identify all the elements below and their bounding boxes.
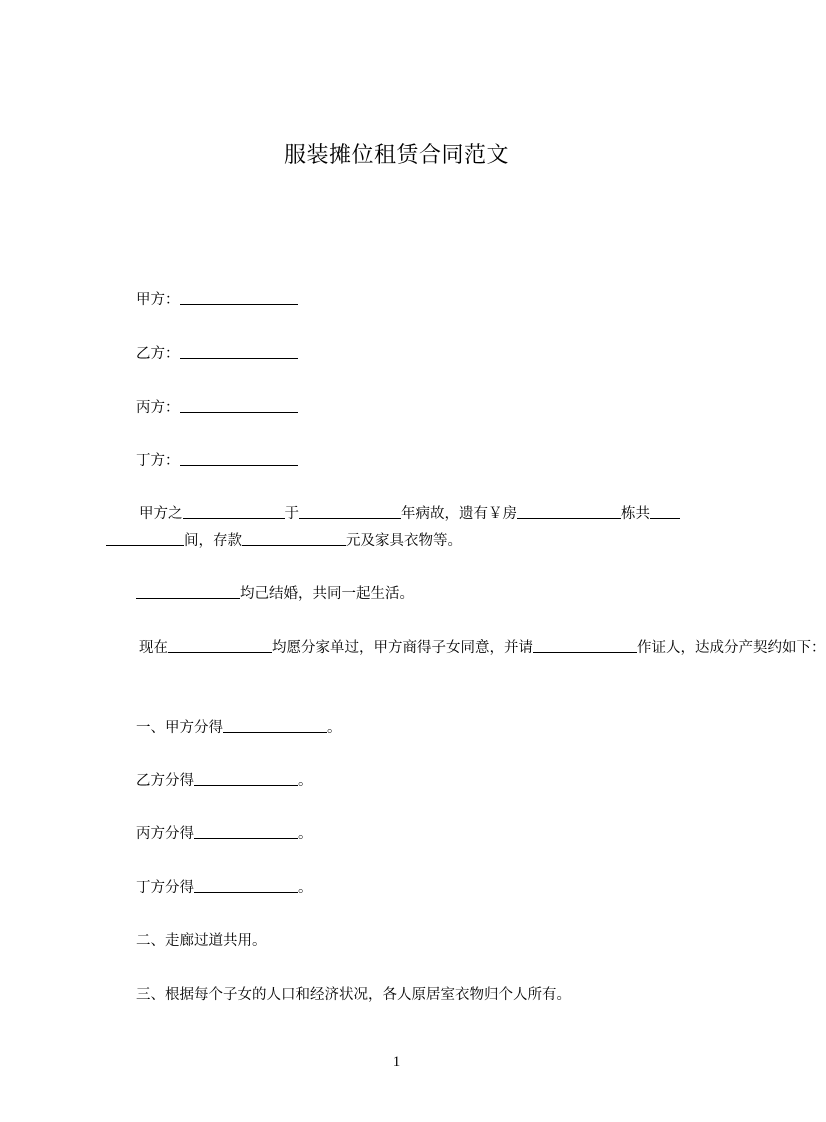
text-run: 栋共 (621, 506, 650, 522)
text-run: 。 (298, 880, 313, 896)
text-run: 。 (298, 773, 313, 789)
party-label: 丁方： (136, 453, 180, 469)
text-run: 作证人，达成分产契约如下： (637, 640, 826, 656)
fill-blank (180, 290, 298, 305)
share-label: 丁方分得 (136, 880, 194, 896)
text-run: 均己结婚，共同一起生活。 (240, 586, 414, 602)
party-line-bing (106, 395, 734, 422)
fill-blank (136, 584, 240, 599)
party-label: 丙方： (136, 400, 180, 416)
fill-blank (242, 531, 346, 546)
estate-paragraph (106, 501, 704, 555)
fill-blank (194, 771, 298, 786)
share-line-jia (106, 715, 734, 742)
fill-blank (106, 531, 184, 546)
fill-blank (180, 451, 298, 466)
text-run: 甲方之 (139, 506, 183, 522)
fill-blank (517, 504, 621, 519)
fill-blank (194, 878, 298, 893)
text-run: 间，存款 (184, 533, 242, 549)
text-run: 。 (298, 826, 313, 842)
share-label: 一、甲方分得 (136, 720, 223, 736)
party-line-yi (106, 341, 734, 368)
fill-blank (650, 504, 680, 519)
party-label: 甲方： (136, 292, 180, 308)
share-line-bing (106, 821, 734, 848)
text-run: 现在 (139, 640, 168, 656)
fill-blank (180, 344, 298, 359)
party-line-ding (106, 448, 734, 475)
share-label: 丙方分得 (136, 826, 194, 842)
page-number: 1 (392, 1054, 401, 1070)
fill-blank (180, 398, 298, 413)
text-run: 均愿分家单过，甲方商得子女同意，并请 (272, 640, 533, 656)
fill-blank (183, 504, 285, 519)
text-run: 元及家具衣物等。 (346, 533, 462, 549)
married-paragraph (106, 581, 734, 608)
clause-three: 三、根据每个子女的人口和经济状况，各人原居室衣物归个人所有。 (136, 987, 571, 1003)
text-run: 年病故，遗有￥房 (401, 506, 517, 522)
text-run: 。 (327, 720, 342, 736)
fill-blank (168, 638, 272, 653)
share-line-ding (106, 875, 734, 902)
division-paragraph (106, 635, 826, 662)
document-title: 服装摊位租赁合同范文 (283, 143, 509, 168)
share-label: 乙方分得 (136, 773, 194, 789)
clause-two: 二、走廊过道共用。 (136, 933, 267, 949)
fill-blank (194, 824, 298, 839)
share-line-yi (106, 768, 734, 795)
fill-blank (533, 638, 637, 653)
fill-blank (223, 718, 327, 733)
party-line-jia (106, 287, 734, 314)
fill-blank (299, 504, 401, 519)
party-label: 乙方： (136, 346, 180, 362)
text-run: 于 (284, 506, 299, 522)
